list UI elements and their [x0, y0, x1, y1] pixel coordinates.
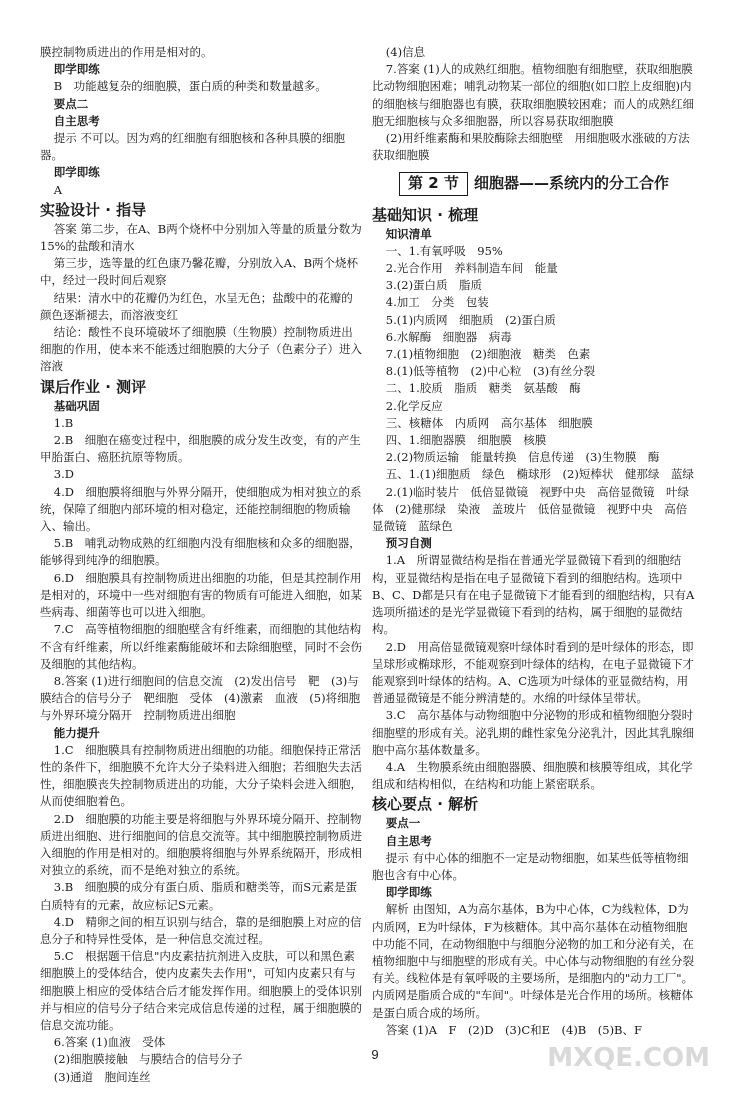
- answer: 3.C 高尔基体与动物细胞中分泌物的形成和植物细胞分裂时细胞壁的形成有关。泌乳期的雌性家兔分泌乳汁，因此其乳腺细胞中高尔基体数量多。: [372, 708, 694, 757]
- answer: 5.B 哺乳动物成熟的红细胞内没有细胞核和众多的细胞器，能够得到纯净的细胞膜。: [40, 536, 361, 568]
- answer: 1.C 细胞膜具有控制物质进出细胞的功能。细胞保持正常活性的条件下，细胞膜不允许大分子染料进入细胞；若细胞失去活性，细胞膜丧失控制物质进出的功能，大分子染料会进入细胞，从而使细胞着色。: [40, 742, 362, 809]
- answer: 7.(1)植物细胞 (2)细胞液 糖类 色素: [385, 347, 591, 362]
- answer: 1.A 所谓显微结构是指在普通光学显微镜下看到的细胞结构，亚显微结构是指在电子显微镜下看到的细胞结构。选项中B、C、D都是只有在电子显微镜下才能看到的细胞结构，只有A选项所描述的是光学显微镜下看到的结构，属于细胞的显微结构。: [372, 553, 695, 637]
- answer: 5.C 根据题干信息"内皮素拮抗剂进入皮肤，可以和黑色素细胞膜上的受体结合，使内皮素失去作用"，可知内皮素只有与细胞膜上相应的受体结合后才能发挥作用。细胞膜上的受体识别并与相应的信号分子结合来完成信息传递的过程，属于细胞膜的信息交流功能。: [40, 949, 362, 1032]
- subheading: 要点一: [385, 816, 421, 831]
- answer: 3.D: [53, 467, 74, 482]
- answer: 三、核糖体 内质网 高尔基体 细胞膜: [385, 415, 593, 430]
- answer: 5.(1)内质网 细胞质 (2)蛋白质: [385, 312, 556, 327]
- section-heading: 课后作业 · 测评: [40, 377, 147, 396]
- answer: 3.(2)蛋白质 脂质: [385, 278, 483, 293]
- subheading: 能力提升: [53, 725, 100, 740]
- left-column: [40, 44, 362, 1086]
- answer: 一、1.有氧呼吸 95%: [385, 243, 503, 258]
- watermark-logo: MXQE.COM: [547, 1043, 710, 1073]
- answer: 2.光合作用 养料制造车间 能量: [385, 261, 558, 276]
- answer: 4.A 生物膜系统由细胞器膜、细胞膜和核膜等组成，其化学组成和结构相似，在结构和功能上紧密联系。: [372, 759, 693, 792]
- subheading: 基础巩固: [53, 398, 100, 413]
- hint: 提示 不可以。因为鸡的红细胞有细胞核和各种具膜的细胞器。: [40, 131, 345, 163]
- answer: 7.C 高等植物细胞的细胞壁含有纤维素，而细胞的其他结构不含有纤维素，所以纤维素酶能破坏和去除细胞壁，同时不会伤及细胞的其他结构。: [40, 622, 362, 671]
- answer: 五、1.(1)细胞质 绿色 椭球形 (2)短棒状 健那绿 蓝绿: [385, 467, 694, 482]
- hint: 提示 有中心体的细胞不一定是动物细胞，如某些低等植物细胞也含有中心体。: [372, 850, 689, 882]
- answer: 6.D 细胞膜具有控制物质进出细胞的功能，但是其控制作用是相对的，环境中一些对细胞有害的物质有可能进入细胞，如某些病毒、细菌等也可以进入细胞。: [40, 570, 362, 620]
- chapter-section-title: [372, 172, 696, 195]
- answer: (2)细胞膜接触 与膜结合的信号分子: [53, 1052, 243, 1067]
- subheading: 自主思考: [53, 113, 100, 128]
- paragraph: 结果：清水中的花瓣仍为红色，水呈无色；盐酸中的花瓣的颜色逐渐褪去，而溶液变红: [40, 290, 353, 322]
- paragraph: 结论：酸性不良环境破坏了细胞膜（生物膜）控制物质进出细胞的作用，使本来不能透过细胞膜的大分子（色素分子）进入溶液: [40, 325, 362, 374]
- answer: 7.答案 (1)人的成熟红细胞。植物细胞有细胞壁，获取细胞膜比动物细胞困难；哺乳动物某一部位的细胞(如口腔上皮细胞)内的细胞核与细胞器也有膜，获取细胞膜较困难；而人的成熟红细胞无细胞核与众多细胞器，所以容易获取细胞膜: [372, 62, 694, 128]
- answer: A: [53, 182, 63, 197]
- subheading: 即学即练: [385, 885, 432, 900]
- analysis: 解析 由图知，A为高尔基体，B为中心体，C为线粒体，D为内质网，E为叶绿体，F为核糖体。其中高尔基体在动植物细胞中功能不同，在动物细胞中与细胞分泌物的加工和分泌有关，在植物细胞中与细胞壁的形成有关。中心体与动物细胞的有丝分裂有关。线粒体是有氧呼吸的主要场所，是细胞内的"动力工厂"。内质网是脂质合成的"车间"。叶绿体是光合作用的场所。核糖体是蛋白质合成的场所。: [372, 902, 694, 1020]
- page-number: 9: [371, 1047, 379, 1062]
- paragraph: 第三步，选等量的红色康乃馨花瓣，分别放入A、B两个烧杯中，经过一段时间后观察: [40, 256, 359, 288]
- answer: 6.水解酶 细胞器 病毒: [385, 329, 512, 344]
- subheading: 要点二: [53, 96, 89, 111]
- answer: (2)用纤维素酶和果胶酶除去细胞壁 用细胞吸水涨破的方法获取细胞膜: [372, 131, 690, 163]
- right-column: [372, 44, 696, 1039]
- answer: 4.加工 分类 包装: [385, 295, 489, 310]
- answer: 6.答案 (1)血液 受体: [53, 1035, 166, 1050]
- answer: 2.化学反应: [385, 398, 443, 413]
- answer: 答案 (1)A F (2)D (3)C和E (4)B (5)B、F: [385, 1022, 642, 1037]
- answer: (3)通道 胞间连丝: [53, 1069, 151, 1084]
- answer: 2.(2)物质运输 能量转换 信息传递 (3)生物膜 酶: [385, 450, 660, 465]
- answer: 4.D 细胞膜将细胞与外界分隔开，使细胞成为相对独立的系统，保障了细胞内部环境的相对稳定，还能控制细胞的物质输入、输出。: [40, 484, 362, 534]
- answer: B 功能越复杂的细胞膜，蛋白质的种类和数量越多。: [53, 79, 327, 94]
- section-title: 细胞器——系统内的分工合作: [473, 174, 669, 193]
- answer: (4)信息: [385, 45, 426, 59]
- answer: 四、1.细胞器膜 细胞膜 核膜: [385, 433, 547, 448]
- answer: 答案 第二步，在A、B两个烧杯中分别加入等量的质量分数为15%的盐酸和清水: [40, 221, 362, 254]
- answer: 2.D 用高倍显微镜观察叶绿体时看到的是叶绿体的形态，即呈球形或椭球形，不能观察到叶绿体的结构，在电子显微镜下才能观察到叶绿体的结构。A、C选项为叶绿体的亚显微结构，用普通显微镜是不能分辨清楚的。水绵的叶绿体呈带状。: [372, 639, 694, 706]
- answer: 8.答案 (1)进行细胞间的信息交流 (2)发出信号 靶 (3)与膜结合的信号分子 靶细胞 受体 (4)激素 血液 (5)将细胞与外界环境分隔开 控制物质进出细胞: [40, 673, 361, 723]
- subheading: 知识清单: [385, 226, 432, 241]
- text-line: 膜控制物质进出的作用是相对的。: [40, 45, 213, 59]
- answer: 2.B 细胞在癌变过程中，细胞膜的成分发生改变，有的产生甲胎蛋白、癌胚抗原等物质。: [40, 433, 361, 465]
- section-heading: 实验设计 · 指导: [40, 200, 147, 219]
- answer: 3.B 细胞膜的成分有蛋白质、脂质和糖类等，而S元素是蛋白质特有的元素，故应标记S元素。: [40, 880, 358, 912]
- subheading: 即学即练: [53, 62, 100, 77]
- answer: 1.B: [53, 415, 74, 430]
- section-heading: 基础知识 · 梳理: [372, 205, 479, 224]
- section-heading: 核心要点 · 解析: [372, 795, 479, 814]
- answer: 二、1.胶质 脂质 糖类 氨基酸 酶: [385, 381, 581, 396]
- section-number-box: 第 2 节: [399, 172, 468, 195]
- subheading: 自主思考: [385, 833, 432, 848]
- answer: 4.D 精卵之间的相互识别与结合，靠的是细胞膜上对应的信息分子和特异性受体，是一种信息交流过程。: [40, 914, 362, 946]
- answer: 2.(1)临时装片 低倍显微镜 视野中央 高倍显微镜 叶绿体 (2)健那绿 染液 盖玻片 低倍显微镜 视野中央 高倍显微镜 蓝绿色: [372, 484, 690, 534]
- subheading: 即学即练: [53, 165, 100, 180]
- subheading: 预习自测: [385, 536, 432, 551]
- answer: 2.D 细胞膜的功能主要是将细胞与外界环境分隔开、控制物质进出细胞、进行细胞间的信息交流等。其中细胞膜控制物质进入细胞的作用是相对的。细胞膜将细胞与外界系统隔开，形成相对独立的系统，而不是绝对独立的系统。: [40, 811, 362, 878]
- answer: 8.(1)低等植物 (2)中心粒 (3)有丝分裂: [385, 364, 596, 379]
